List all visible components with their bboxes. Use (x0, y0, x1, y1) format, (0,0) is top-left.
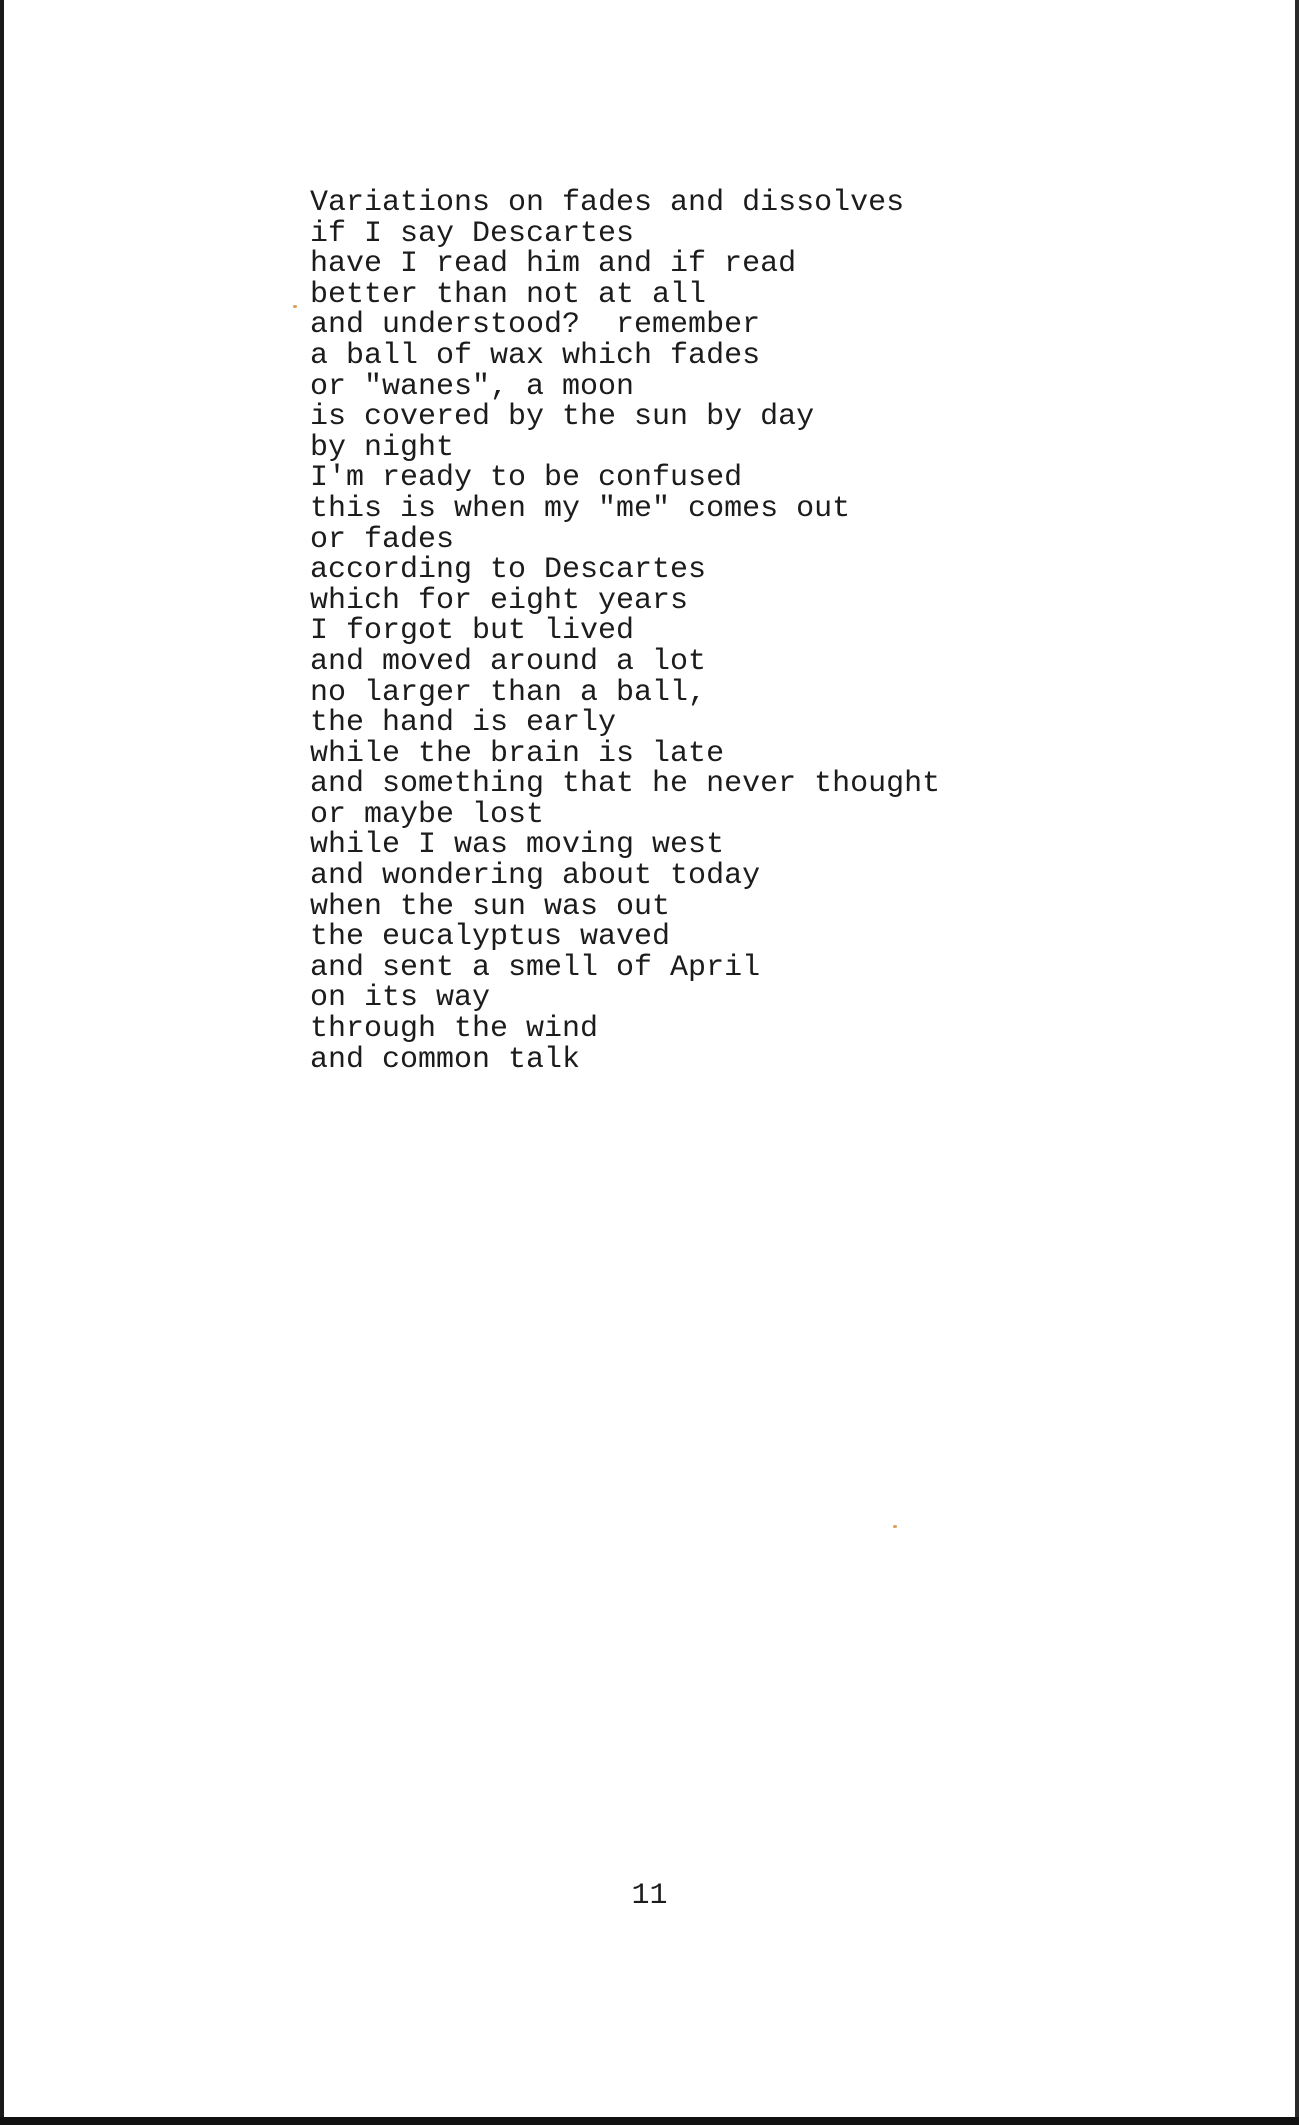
poem-line: through the wind (310, 1012, 599, 1047)
poem-line: and wondering about today (310, 859, 761, 894)
poem-line: which for eight years (310, 583, 689, 618)
poem-line: better than not at all (310, 277, 707, 312)
poem-line: when the sun was out (310, 889, 671, 924)
poem-line: or maybe lost (310, 797, 545, 832)
page-bottom-edge (0, 2117, 1299, 2125)
poem-line: or "wanes", a moon (310, 369, 635, 404)
poem-line: if I say Descartes (310, 216, 635, 251)
page-number: 11 (631, 1879, 668, 1913)
poem-line: I'm ready to be confused (310, 461, 743, 496)
poem-line: or fades (310, 522, 455, 557)
poem-line: and common talk (310, 1042, 581, 1077)
poem-line: this is when my "me" comes out (310, 491, 851, 526)
page-left-edge (0, 0, 4, 2125)
poem-line: a ball of wax which fades (310, 338, 761, 373)
poem-line: I forgot but lived (310, 614, 635, 649)
poem-line: is covered by the sun by day (310, 400, 815, 435)
poem-line: the eucalyptus waved (310, 920, 671, 955)
poem-line: and something that he never thought (310, 767, 941, 802)
poem-line: the hand is early (310, 706, 617, 741)
poem-line: while the brain is late (310, 736, 725, 771)
ink-speck (293, 305, 297, 308)
poem-line: have I read him and if read (310, 247, 797, 282)
poem-line: Variations on fades and dissolves (310, 186, 905, 220)
poem-line: by night (310, 430, 455, 465)
page-right-edge (1295, 0, 1299, 2125)
poem-line: and understood? remember (310, 308, 761, 343)
poem-line: while I was moving west (310, 828, 725, 863)
ink-speck (893, 1525, 897, 1528)
poem-text (310, 188, 940, 1075)
poem-line: and sent a smell of April (310, 950, 761, 985)
poem-line: on its way (310, 981, 491, 1016)
poem-line: and moved around a lot (310, 644, 707, 679)
poem-line: according to Descartes (310, 553, 707, 588)
poem-line: no larger than a ball, (310, 675, 707, 710)
